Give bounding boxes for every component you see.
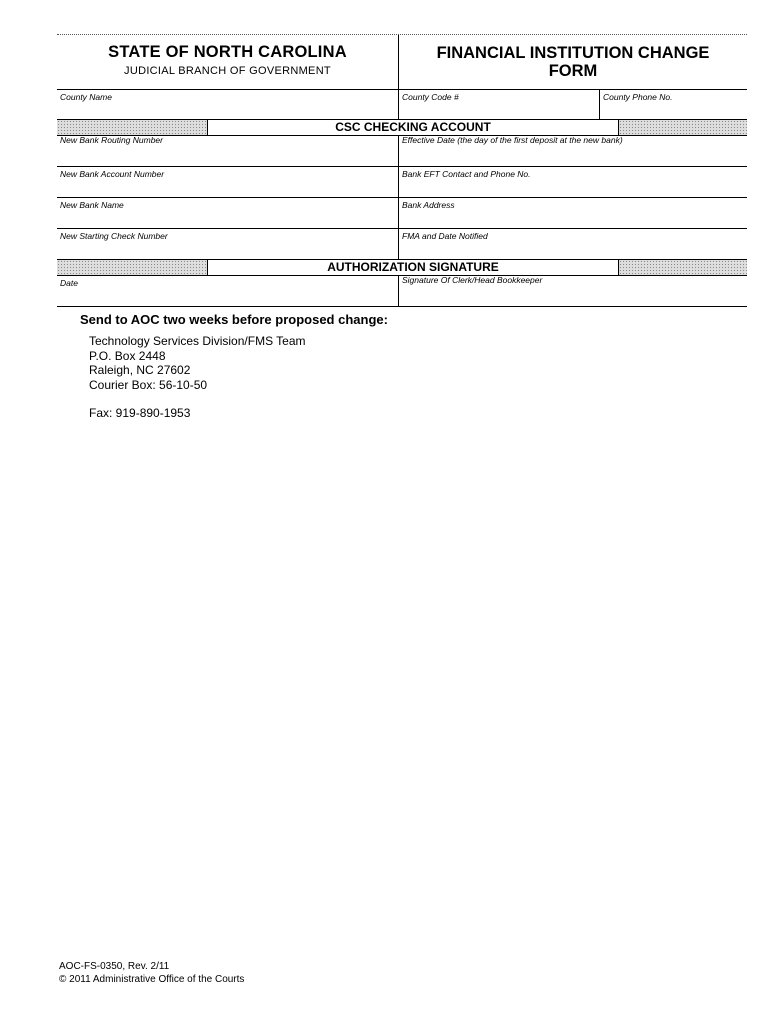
address-line: Raleigh, NC 27602 bbox=[89, 363, 191, 377]
fma-date-field[interactable] bbox=[398, 229, 747, 259]
form-title-line2: FORM bbox=[548, 62, 598, 80]
new-bank-routing-field[interactable] bbox=[57, 136, 398, 166]
county-name-field[interactable] bbox=[57, 90, 398, 119]
auth-band-shade-left bbox=[57, 260, 207, 275]
header-right bbox=[398, 35, 747, 89]
form-title-line1: FINANCIAL INSTITUTION CHANGE bbox=[436, 44, 710, 62]
address-line: P.O. Box 2448 bbox=[89, 348, 166, 363]
effective-date-label: Effective Date (the day of the first deposit at the new bank) bbox=[402, 135, 623, 145]
auth-band-shade-right bbox=[619, 260, 747, 275]
new-starting-check-field[interactable] bbox=[57, 229, 398, 259]
csc-section-band bbox=[57, 120, 747, 136]
send-instruction: Send to AOC two weeks before proposed change: bbox=[80, 312, 388, 327]
bank-eft-contact-label: Bank EFT Contact and Phone No. bbox=[402, 169, 531, 179]
new-bank-name-label: New Bank Name bbox=[60, 200, 124, 210]
new-starting-check-label: New Starting Check Number bbox=[60, 231, 168, 241]
fax-number: Fax: 919-890-1953 bbox=[89, 406, 191, 420]
auth-section-band bbox=[57, 260, 747, 276]
date-field[interactable] bbox=[57, 276, 398, 306]
form-container bbox=[57, 34, 747, 307]
signature-field[interactable] bbox=[398, 276, 747, 306]
csc-band-shade-right bbox=[619, 120, 747, 135]
auth-row bbox=[57, 276, 747, 307]
state-title: STATE OF NORTH CAROLINA bbox=[108, 43, 347, 61]
new-bank-account-field[interactable] bbox=[57, 167, 398, 197]
fma-date-label: FMA and Date Notified bbox=[402, 231, 488, 241]
mailing-address bbox=[89, 334, 306, 392]
effective-date-field[interactable] bbox=[398, 136, 747, 166]
county-row bbox=[57, 90, 747, 120]
signature-label: Signature Of Clerk/Head Bookkeeper bbox=[402, 275, 543, 285]
form-id: AOC-FS-0350, Rev. 2/11 bbox=[59, 961, 170, 972]
form-footer bbox=[59, 960, 244, 986]
csc-section-title: CSC CHECKING ACCOUNT bbox=[207, 120, 619, 135]
header-left bbox=[57, 35, 398, 89]
csc-row-3 bbox=[57, 198, 747, 229]
form-title bbox=[399, 44, 747, 80]
county-name-label: County Name bbox=[60, 92, 112, 102]
form-header bbox=[57, 34, 747, 90]
county-code-label: County Code # bbox=[402, 92, 459, 102]
new-bank-name-field[interactable] bbox=[57, 198, 398, 228]
new-bank-routing-label: New Bank Routing Number bbox=[60, 135, 163, 145]
county-code-field[interactable] bbox=[398, 90, 599, 119]
bank-address-field[interactable] bbox=[398, 198, 747, 228]
county-phone-label: County Phone No. bbox=[603, 92, 673, 102]
auth-section-title: AUTHORIZATION SIGNATURE bbox=[207, 260, 619, 275]
csc-row-4 bbox=[57, 229, 747, 260]
county-phone-field[interactable] bbox=[599, 90, 747, 119]
copyright: © 2011 Administrative Office of the Courts bbox=[59, 974, 245, 985]
address-line: Courier Box: 56-10-50 bbox=[89, 377, 208, 392]
new-bank-account-label: New Bank Account Number bbox=[60, 169, 165, 179]
branch-subtitle: JUDICIAL BRANCH OF GOVERNMENT bbox=[124, 65, 331, 77]
csc-row-2 bbox=[57, 167, 747, 198]
bank-eft-contact-field[interactable] bbox=[398, 167, 747, 197]
date-label: Date bbox=[60, 278, 78, 288]
csc-row-1 bbox=[57, 136, 747, 167]
bank-address-label: Bank Address bbox=[402, 200, 455, 210]
csc-band-shade-left bbox=[57, 120, 207, 135]
address-line: Technology Services Division/FMS Team bbox=[89, 334, 306, 348]
